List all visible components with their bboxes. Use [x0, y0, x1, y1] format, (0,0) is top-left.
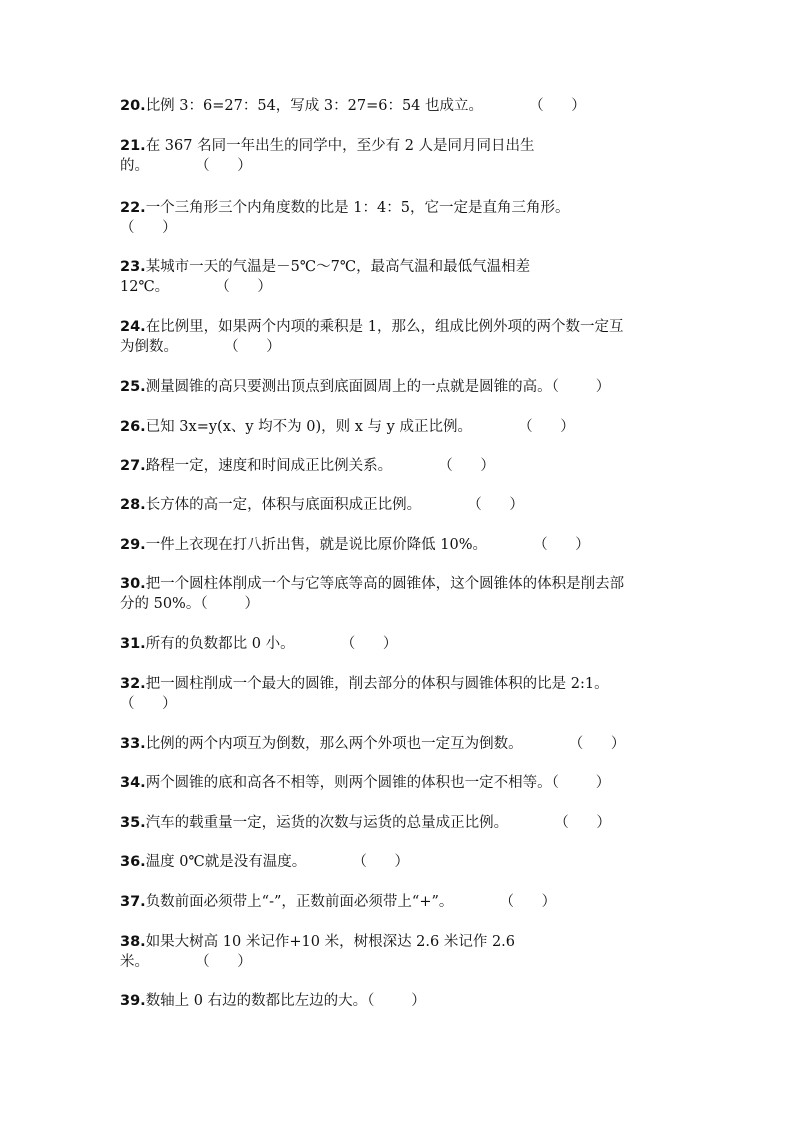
question-21 [120, 136, 535, 176]
question-number: 38. [120, 934, 146, 950]
question-line [120, 198, 569, 218]
question-39 [120, 991, 426, 1011]
question-text: 测量圆锥的高只要测出顶点到底面圆周上的一点就是圆锥的高。（ ） [145, 379, 611, 395]
question-24 [120, 317, 624, 357]
question-text: 路程一定，速度和时间成正比例关系。 （ ） [145, 458, 495, 474]
question-line [120, 892, 556, 912]
question-line [120, 535, 590, 555]
question-line [120, 377, 610, 397]
question-text: 长方体的高一定，体积与底面积成正比例。 （ ） [145, 497, 524, 513]
question-text: 汽车的载重量一定，运货的次数与运货的总量成正比例。 （ ） [145, 815, 611, 831]
question-35 [120, 813, 611, 833]
question-line [120, 674, 609, 694]
question-22 [120, 198, 569, 238]
question-line [120, 634, 397, 654]
question-number: 35. [120, 815, 146, 831]
question-number: 20. [120, 98, 146, 114]
question-line [120, 96, 586, 116]
question-number: 37. [120, 894, 146, 910]
question-text: 在 367 名同一年出生的同学中，至少有 2 人是同月同日出生 [145, 138, 535, 154]
question-line [120, 813, 611, 833]
question-line [120, 773, 610, 793]
question-text: 负数前面必须带上“-”，正数前面必须带上“+”。 （ ） [145, 894, 557, 910]
question-line [120, 991, 426, 1011]
question-text: 在比例里，如果两个内项的乘积是 1，那么，组成比例外项的两个数一定互 [145, 319, 624, 335]
question-line [120, 417, 575, 437]
question-37 [120, 892, 556, 912]
question-text: 某城市一天的气温是－5℃～7℃，最高气温和最低气温相差 [145, 259, 531, 275]
question-text-continued: （ ） [120, 220, 177, 236]
question-text-continued: 分的 50%。（ ） [120, 596, 259, 612]
question-31 [120, 634, 397, 654]
question-line [120, 852, 409, 872]
question-line [120, 574, 624, 594]
question-line [120, 734, 625, 754]
question-line [120, 136, 535, 156]
question-text-continued: 为倒数。 （ ） [120, 339, 281, 355]
question-line [120, 257, 530, 277]
question-32 [120, 674, 609, 714]
question-text: 一个三角形三个内角度数的比是 1：4：5，它一定是直角三角形。 [145, 200, 570, 216]
question-29 [120, 535, 590, 555]
question-number: 31. [120, 636, 146, 652]
question-text: 温度 0℃就是没有温度。 （ ） [145, 854, 409, 870]
question-text: 把一圆柱削成一个最大的圆锥，削去部分的体积与圆锥体积的比是 2:1。 [145, 676, 609, 692]
question-number: 32. [120, 676, 146, 692]
question-text-continued: 12℃。 （ ） [120, 279, 272, 295]
question-26 [120, 417, 575, 437]
question-line [120, 495, 524, 515]
question-number: 22. [120, 200, 146, 216]
question-text: 比例 3：6=27：54，写成 3：27=6：54 也成立。 （ ） [145, 98, 586, 114]
question-number: 23. [120, 259, 146, 275]
question-23 [120, 257, 530, 297]
question-text: 所有的负数都比 0 小。 （ ） [145, 636, 398, 652]
question-text: 把一个圆柱体削成一个与它等底等高的圆锥体，这个圆锥体的体积是削去部 [145, 576, 625, 592]
question-27 [120, 456, 495, 476]
question-number: 26. [120, 419, 146, 435]
question-text: 已知 3x=y(x、y 均不为 0)，则 x 与 y 成正比例。 （ ） [145, 419, 575, 435]
question-text: 两个圆锥的底和高各不相等，则两个圆锥的体积也一定不相等。（ ） [145, 775, 611, 791]
question-30 [120, 574, 624, 614]
question-number: 21. [120, 138, 146, 154]
question-line [120, 932, 515, 952]
question-text: 数轴上 0 右边的数都比左边的大。（ ） [145, 993, 426, 1009]
question-number: 28. [120, 497, 146, 513]
question-number: 29. [120, 537, 146, 553]
question-text: 一件上衣现在打八折出售，就是说比原价降低 10%。 （ ） [145, 537, 590, 553]
question-number: 39. [120, 993, 146, 1009]
question-number: 27. [120, 458, 146, 474]
question-number: 30. [120, 576, 146, 592]
question-text-continued: 米。 （ ） [120, 954, 252, 970]
question-34 [120, 773, 610, 793]
question-20 [120, 96, 586, 116]
question-number: 33. [120, 736, 146, 752]
question-25 [120, 377, 610, 397]
question-number: 25. [120, 379, 146, 395]
question-number: 36. [120, 854, 146, 870]
question-36 [120, 852, 409, 872]
question-38 [120, 932, 515, 972]
question-text-continued: （ ） [120, 696, 177, 712]
question-line [120, 317, 624, 337]
question-33 [120, 734, 625, 754]
question-number: 24. [120, 319, 146, 335]
question-28 [120, 495, 524, 515]
question-text-continued: 的。 （ ） [120, 158, 252, 174]
question-line [120, 456, 495, 476]
question-text: 如果大树高 10 米记作+10 米，树根深达 2.6 米记作 2.6 [145, 934, 516, 950]
question-number: 34. [120, 775, 146, 791]
question-text: 比例的两个内项互为倒数，那么两个外项也一定互为倒数。 （ ） [145, 736, 626, 752]
